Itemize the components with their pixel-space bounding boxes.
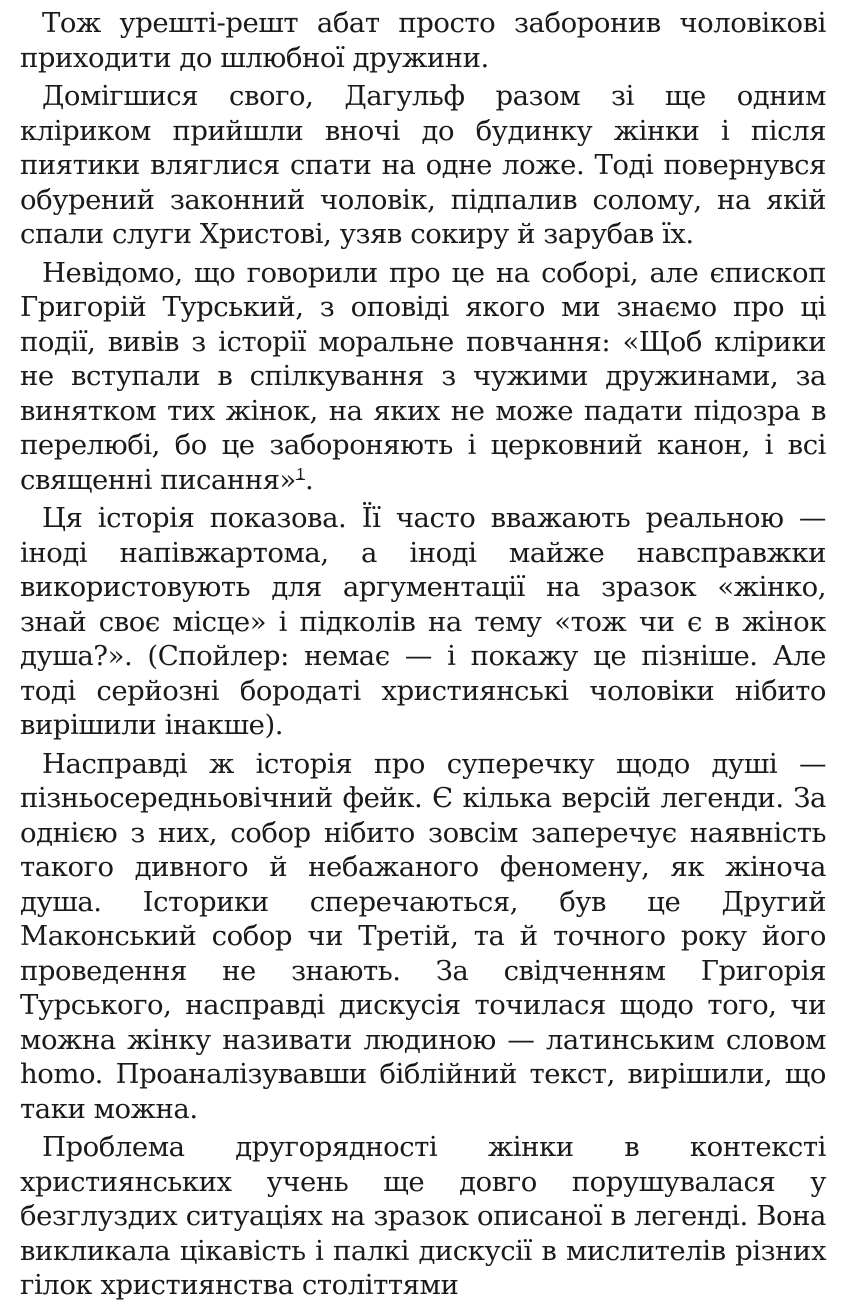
paragraph-2-text: Домігшися свого, Дагульф разом зі ще одним кліриком прийшли вночі до будинку жінки і після пиятики вляглися спати на одне ложе. Тоді повернувся обурений законний чоловік, підпалив солому, на якій спали слуги Христові, узяв сокиру й зарубав їх. — [20, 80, 826, 250]
paragraph-4-text: Ця історія показова. Її часто вважають реальною — іноді напівжартома, а іноді майже навсправжки використовують для аргументації на зразок «жінко, знай своє місце» і підколів на тему «тож чи є в жінок душа?». (Спойлер: немає — і покажу це пізніше. Але тоді серйозні бородаті християнські чоловіки нібито вирішили інакше). — [20, 502, 826, 741]
paragraph-3-end: . — [305, 463, 314, 496]
paragraph-5 — [20, 747, 826, 1127]
paragraph-4 — [20, 501, 826, 743]
paragraph-1 — [20, 6, 826, 75]
book-page — [20, 6, 826, 1307]
footnote-link-1[interactable]: 1 — [295, 464, 305, 483]
paragraph-6 — [20, 1130, 826, 1303]
paragraph-3-text: Невідомо, що говорили про це на соборі, але єпископ Григорій Турський, з оповіді якого ми знаємо про ці події, вивів з історії моральне повчання: «Щоб клірики не вступали в спілкування з чужими дружинами, за винятком тих жінок, на яких не може падати підозра в перелюбі, бо це забороняють і церковний канон, і всі священні писання» — [20, 256, 826, 496]
paragraph-6-text: Проблема другорядності жінки в контексті християнських учень ще довго порушувалася у безглуздих ситуаціях на зразок описаної в легенді. Вона викликала цікавість і палкі дискусії в мислителів різних гілок християнства століттями — [20, 1131, 826, 1301]
paragraph-1-text: Тож урешті-решт абат просто заборонив чоловікові приходити до шлюбної дружини. — [20, 7, 826, 74]
paragraph-3 — [20, 256, 826, 498]
paragraph-2 — [20, 79, 826, 252]
paragraph-5-text: Насправді ж історія про суперечку щодо душі — пізньосередньовічний фейк. Є кілька версій легенди. За однією з них, собор нібито зовсім заперечує наявність такого дивного й небажаного феномену, як жіноча душа. Історики сперечаються, був це Другий Маконський собор чи Третій, та й точного року його проведення не знають. За свідченням Григорія Турського, насправді дискусія точилася щодо того, чи можна жінку називати людиною — латинським словом homo. Проаналізувавши біблійний текст, вирішили, що таки можна. — [20, 747, 826, 1125]
